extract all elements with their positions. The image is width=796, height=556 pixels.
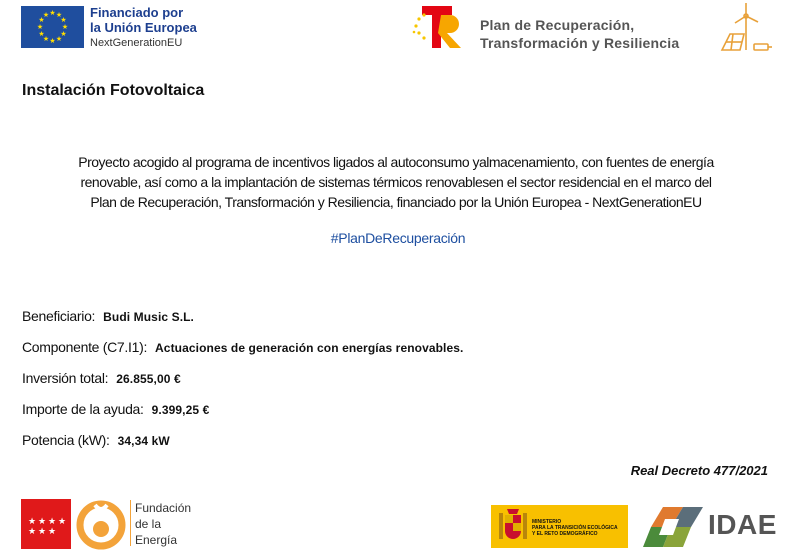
svg-text:★: ★ bbox=[55, 11, 63, 19]
ministerio-label bbox=[532, 519, 626, 537]
field-label: Componente (C7.I1): bbox=[22, 339, 148, 355]
prtr-label-line: Plan de Recuperación, bbox=[480, 17, 635, 33]
project-description bbox=[18, 152, 774, 212]
spain-coat-of-arms-icon bbox=[495, 507, 531, 547]
svg-text:★: ★ bbox=[47, 527, 57, 537]
svg-text:★: ★ bbox=[27, 527, 37, 537]
eu-label-line: Financiado por bbox=[90, 5, 184, 20]
divider bbox=[130, 500, 131, 546]
project-line: Plan de Recuperación, Transformación y Resiliencia, financiado por la Unión Europea - NextGenerationEU bbox=[90, 194, 702, 210]
svg-text:★: ★ bbox=[27, 517, 37, 527]
idae-logo-icon bbox=[641, 505, 705, 549]
ministerio-label-line: PARA LA TRANSICIÓN ECOLÓGICA bbox=[532, 525, 618, 531]
idae-label: IDAE bbox=[708, 509, 777, 540]
field-inversion bbox=[22, 370, 181, 386]
project-line: Proyecto acogido al programa de incentivos ligados al autoconsumo yalmacenamiento, con fuentes de energía bbox=[78, 154, 714, 170]
field-value: Actuaciones de generación con energías renovables. bbox=[155, 341, 464, 355]
eu-label-line: NextGenerationEU bbox=[90, 37, 183, 49]
field-label: Inversión total: bbox=[22, 370, 109, 386]
svg-text:★: ★ bbox=[47, 517, 57, 527]
prtr-label-line: Transformación y Resiliencia bbox=[480, 35, 680, 51]
fundacion-energia-label bbox=[135, 500, 191, 548]
svg-text:★: ★ bbox=[42, 11, 50, 19]
svg-text:★: ★ bbox=[37, 527, 47, 537]
svg-text:★: ★ bbox=[55, 35, 63, 43]
fundacion-label-line: Fundación bbox=[135, 501, 192, 515]
prtr-label bbox=[480, 16, 720, 52]
field-label: Importe de la ayuda: bbox=[22, 401, 144, 417]
hashtag-link[interactable]: #PlanDeRecuperación bbox=[330, 230, 466, 246]
svg-text:★: ★ bbox=[49, 9, 56, 17]
field-label: Potencia (kW): bbox=[22, 432, 110, 448]
ministerio-label-line: Y EL RETO DEMOGRÁFICO bbox=[532, 531, 598, 537]
field-beneficiario bbox=[22, 308, 194, 324]
field-value: 34,34 kW bbox=[117, 434, 170, 448]
svg-text:★: ★ bbox=[38, 16, 45, 24]
fundacion-label-line: de la bbox=[135, 517, 162, 531]
fundacion-label-line: Energía bbox=[135, 533, 178, 547]
field-value: Budi Music S.L. bbox=[103, 310, 194, 324]
eu-flag-icon bbox=[21, 6, 84, 48]
svg-text:★: ★ bbox=[42, 35, 50, 43]
field-importe bbox=[22, 401, 209, 417]
svg-text:★: ★ bbox=[61, 23, 69, 31]
fundacion-energia-logo-icon bbox=[75, 499, 127, 551]
svg-text:★: ★ bbox=[57, 517, 67, 527]
field-potencia bbox=[22, 432, 170, 448]
field-value: 9.399,25 € bbox=[151, 403, 210, 417]
decree-reference: Real Decreto 477/2021 bbox=[630, 463, 768, 478]
field-value: 26.855,00 € bbox=[116, 372, 181, 386]
page-title: Instalación Fotovoltaica bbox=[22, 82, 205, 99]
svg-text:★: ★ bbox=[49, 37, 56, 45]
windmill-solar-icon bbox=[718, 2, 774, 54]
svg-text:★: ★ bbox=[37, 517, 47, 527]
field-componente bbox=[22, 339, 463, 355]
madrid-flag-icon bbox=[21, 499, 71, 549]
field-label: Beneficiario: bbox=[22, 308, 96, 324]
ministerio-label-line: MINISTERIO bbox=[532, 519, 562, 525]
eu-funding-label bbox=[90, 5, 240, 51]
eu-label-line: la Unión Europea bbox=[90, 20, 197, 35]
svg-text:★: ★ bbox=[38, 30, 45, 38]
project-line: renovable, así como a la implantación de sistemas térmicos renovablesen el sector residencial en el marco del bbox=[80, 174, 712, 190]
svg-text:★: ★ bbox=[36, 23, 44, 31]
prtr-logo-icon bbox=[410, 4, 470, 50]
svg-text:★: ★ bbox=[60, 30, 67, 38]
svg-text:★: ★ bbox=[60, 16, 67, 24]
